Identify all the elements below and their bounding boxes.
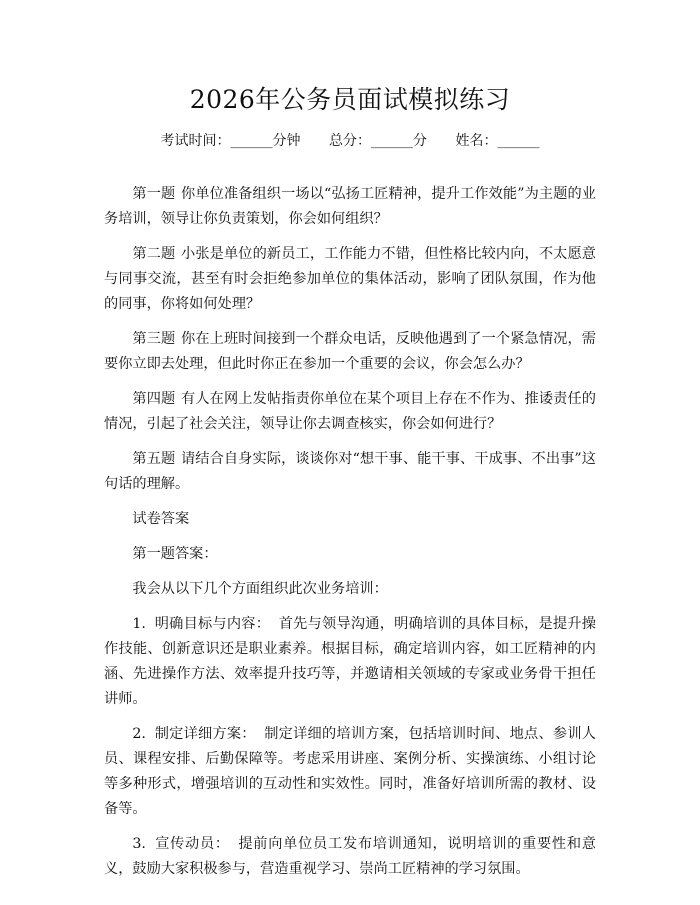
question-4-label: 第四题 — [132, 391, 176, 407]
question-1-text: 你单位准备组织一场以“弘扬工匠精神，提升工作效能”为主题的业务培训，领导让你负责策划，你会如何组织？ — [104, 186, 596, 227]
point-3-label: 宣传动员： — [154, 836, 230, 852]
question-2-text: 小张是单位的新员工，工作能力不错，但性格比较内向，不太愿意与同事交流，甚至有时会拒绝参加单位的集体活动，影响了团队氛围，作为他的同事，你将如何处理？ — [104, 246, 596, 312]
point-3-text: 提前向单位员工发布培训通知，说明培训的重要性和意义，鼓励大家积极参与，营造重视学习、崇尚工匠精神的学习氛围。 — [104, 836, 596, 877]
point-1-number: 1. — [132, 616, 146, 632]
question-5 — [104, 447, 596, 497]
question-4 — [104, 387, 596, 437]
point-1-label: 明确目标与内容： — [154, 616, 271, 632]
answer-1-point-2 — [104, 722, 596, 822]
name-label: 姓名：______ — [455, 133, 540, 149]
point-2-label: 制定详细方案： — [154, 726, 256, 742]
question-2-label: 第二题 — [132, 246, 176, 262]
answer-1-point-1 — [104, 612, 596, 712]
point-1-text: 首先与领导沟通，明确培训的具体目标，是提升操作技能、创新意识还是职业素养。根据目标，确定培训内容，如工匠精神的内涵、先进操作方法、效率提升技巧等，并邀请相关领域的专家或业务骨干担任讲师。 — [104, 616, 596, 707]
exam-meta — [104, 130, 596, 152]
point-2-number: 2. — [132, 726, 146, 742]
question-3 — [104, 327, 596, 377]
question-5-label: 第五题 — [132, 451, 176, 467]
question-1-label: 第一题 — [132, 186, 176, 202]
question-5-text: 请结合自身实际，谈谈你对“想干事、能干事、干成事、不出事”这句话的理解。 — [104, 451, 596, 492]
exam-time-label: 考试时间：______分钟 — [160, 133, 301, 149]
answer-1-point-3 — [104, 832, 596, 882]
question-3-label: 第三题 — [132, 331, 176, 347]
answers-heading: 试卷答案 — [132, 511, 190, 527]
document-body — [104, 182, 596, 882]
point-3-number: 3. — [132, 836, 146, 852]
question-1 — [104, 182, 596, 232]
page-title: 2026年公务员面试模拟练习 — [189, 85, 511, 114]
answer-1-intro: 我会从以下几个方面组织此次业务培训： — [132, 581, 388, 597]
point-2-text: 制定详细的培训方案，包括培训时间、地点、参训人员、课程安排、后勤保障等。考虑采用讲座、案例分析、实操演练、小组讨论等多种形式，增强培训的互动性和实效性。同时，准备好培训所需的教材、设备等。 — [104, 726, 596, 817]
question-4-text: 有人在网上发帖指责你单位在某个项目上存在不作为、推诿责任的情况，引起了社会关注，领导让你去调查核实，你会如何进行？ — [104, 391, 596, 432]
question-3-text: 你在上班时间接到一个群众电话，反映他遇到了一个紧急情况，需要你立即去处理，但此时你正在参加一个重要的会议，你会怎么办？ — [104, 331, 596, 372]
total-score-label: 总分：______分 — [329, 133, 427, 149]
answer-1-heading: 第一题答案： — [132, 546, 218, 562]
question-2 — [104, 242, 596, 317]
